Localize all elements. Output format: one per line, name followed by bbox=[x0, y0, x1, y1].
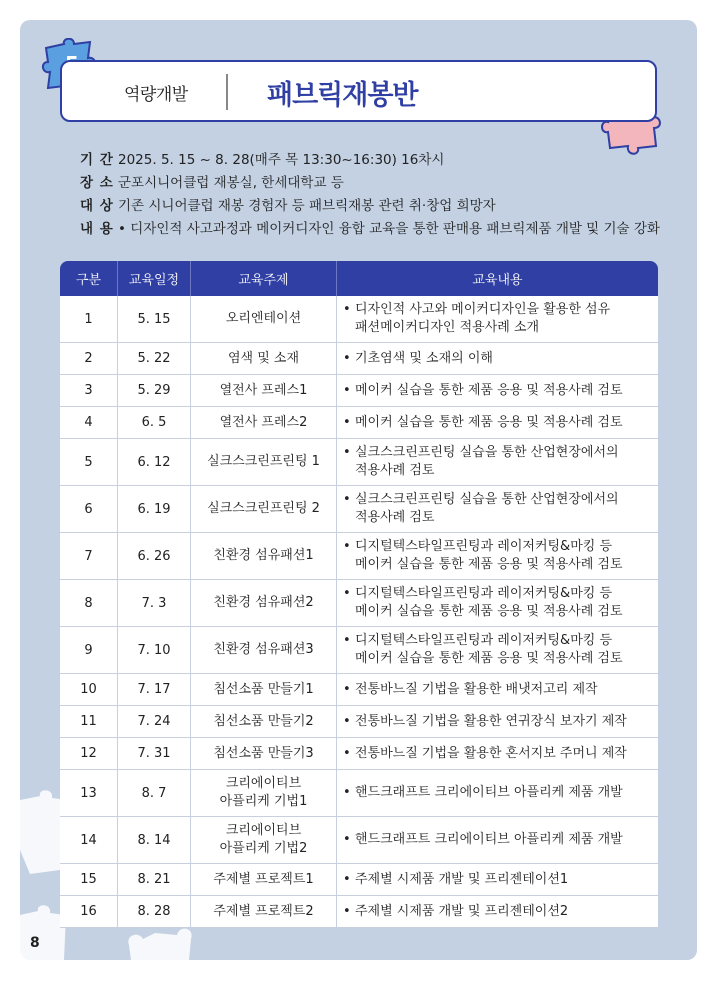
session-topic bbox=[191, 407, 337, 439]
session-content bbox=[337, 627, 658, 674]
session-number: 15 bbox=[60, 864, 118, 896]
session-number: 14 bbox=[60, 817, 118, 864]
session-topic bbox=[191, 343, 337, 375]
session-number: 12 bbox=[60, 738, 118, 770]
session-content bbox=[337, 896, 658, 928]
bullet-icon: • bbox=[343, 445, 351, 460]
content-line: 디지털텍스타일프린팅과 레이저커팅&마킹 등 bbox=[355, 586, 613, 601]
bullet-icon: • bbox=[343, 382, 351, 398]
session-number: 3 bbox=[60, 375, 118, 407]
content-line: 주제별 시제품 개발 및 프리젠테이션1 bbox=[355, 871, 569, 887]
column-header: 교육주제 bbox=[191, 261, 337, 296]
category-label: 역량개발 bbox=[124, 85, 188, 105]
bullet-icon: • bbox=[343, 903, 351, 919]
content-line: 패션메이커디자인 적용사례 소개 bbox=[355, 320, 540, 335]
content-line: 실크스크린프린팅 실습을 통한 산업현장에서의 bbox=[355, 445, 619, 460]
bullet-icon: • bbox=[343, 492, 351, 507]
info-label: 내 용 bbox=[80, 220, 114, 237]
topic-line: 침선소품 만들기2 bbox=[213, 713, 314, 729]
content-line: 메이커 실습을 통한 제품 응용 및 적용사례 검토 bbox=[355, 604, 623, 619]
session-content bbox=[337, 439, 658, 486]
topic-line: 친환경 섬유패션2 bbox=[213, 595, 314, 610]
info-row bbox=[80, 169, 660, 192]
title-box bbox=[60, 60, 657, 122]
table-row bbox=[60, 486, 658, 533]
table-row bbox=[60, 375, 658, 407]
session-number: 5 bbox=[60, 439, 118, 486]
program-info bbox=[80, 146, 660, 238]
bullet-icon: • bbox=[343, 633, 351, 648]
session-topic bbox=[191, 627, 337, 674]
info-row bbox=[80, 192, 660, 215]
session-number: 4 bbox=[60, 407, 118, 439]
session-content bbox=[337, 864, 658, 896]
info-row bbox=[80, 146, 660, 169]
content-line: 디지털텍스타일프린팅과 레이저커팅&마킹 등 bbox=[355, 633, 613, 648]
puzzle-piece-icon bbox=[125, 925, 195, 960]
column-header: 구분 bbox=[60, 261, 118, 296]
table-row bbox=[60, 706, 658, 738]
content-line: 적용사례 검토 bbox=[355, 463, 435, 478]
info-label: 기 간 bbox=[80, 151, 114, 168]
bullet-icon: • bbox=[343, 871, 351, 887]
topic-line: 침선소품 만들기3 bbox=[213, 745, 314, 761]
topic-line: 크리에이티브 bbox=[225, 823, 302, 838]
session-date: 7. 3 bbox=[118, 580, 191, 627]
session-date: 6. 12 bbox=[118, 439, 191, 486]
info-value: • 디자인적 사고과정과 메이커디자인 융합 교육을 통한 판매용 패브릭제품 개발 및 기술 강화 bbox=[118, 220, 660, 237]
divider bbox=[226, 74, 228, 110]
session-number: 16 bbox=[60, 896, 118, 928]
table-row bbox=[60, 407, 658, 439]
session-date: 7. 10 bbox=[118, 627, 191, 674]
table-row bbox=[60, 817, 658, 864]
topic-line: 오리엔테이션 bbox=[225, 311, 302, 326]
page-title: 패브릭재봉반 bbox=[267, 80, 418, 111]
session-content bbox=[337, 706, 658, 738]
session-content bbox=[337, 533, 658, 580]
session-number: 7 bbox=[60, 533, 118, 580]
bullet-icon: • bbox=[343, 350, 351, 366]
content-line: 디자인적 사고와 메이커디자인을 활용한 섬유 bbox=[355, 302, 611, 317]
topic-line: 염색 및 소재 bbox=[227, 350, 300, 366]
page-number: 8 bbox=[30, 935, 40, 951]
content-line: 메이커 실습을 통한 제품 응용 및 적용사례 검토 bbox=[355, 557, 623, 572]
info-value: 기존 시니어클럽 재봉 경험자 등 패브릭재봉 관련 취·창업 희망자 bbox=[118, 197, 496, 214]
topic-line: 아플리케 기법1 bbox=[219, 794, 308, 809]
topic-line: 크리에이티브 bbox=[225, 776, 302, 791]
topic-line: 친환경 섬유패션1 bbox=[213, 548, 314, 563]
content-line: 기초염색 및 소재의 이해 bbox=[355, 350, 493, 366]
session-date: 6. 26 bbox=[118, 533, 191, 580]
session-number: 6 bbox=[60, 486, 118, 533]
topic-line: 실크스크린프린팅 2 bbox=[207, 501, 320, 516]
content-line: 핸드크래프트 크리에이티브 아플리케 제품 개발 bbox=[355, 785, 623, 800]
topic-line: 열전사 프레스2 bbox=[219, 414, 308, 430]
session-topic bbox=[191, 864, 337, 896]
session-number: 13 bbox=[60, 770, 118, 817]
session-date: 8. 21 bbox=[118, 864, 191, 896]
content-line: 디지털텍스타일프린팅과 레이저커팅&마킹 등 bbox=[355, 539, 613, 554]
bullet-icon: • bbox=[343, 785, 351, 800]
content-line: 핸드크래프트 크리에이티브 아플리케 제품 개발 bbox=[355, 832, 623, 847]
bullet-icon: • bbox=[343, 745, 351, 761]
session-content bbox=[337, 674, 658, 706]
session-topic bbox=[191, 375, 337, 407]
bullet-icon: • bbox=[343, 539, 351, 554]
session-date: 5. 15 bbox=[118, 296, 191, 343]
table-row bbox=[60, 439, 658, 486]
session-topic bbox=[191, 296, 337, 343]
session-date: 8. 7 bbox=[118, 770, 191, 817]
content-line: 적용사례 검토 bbox=[355, 510, 435, 525]
content-line: 주제별 시제품 개발 및 프리젠테이션2 bbox=[355, 903, 569, 919]
info-value: 군포시니어클럽 재봉실, 한세대학교 등 bbox=[118, 174, 344, 191]
session-content bbox=[337, 343, 658, 375]
topic-line: 실크스크린프린팅 1 bbox=[207, 454, 320, 469]
session-content bbox=[337, 486, 658, 533]
session-content bbox=[337, 738, 658, 770]
session-topic bbox=[191, 486, 337, 533]
session-number: 2 bbox=[60, 343, 118, 375]
content-line: 전통바느질 기법을 활용한 배냇저고리 제작 bbox=[355, 681, 598, 697]
bullet-icon: • bbox=[343, 832, 351, 847]
table-row bbox=[60, 296, 658, 343]
topic-line: 주제별 프로젝트2 bbox=[213, 903, 314, 919]
session-content bbox=[337, 770, 658, 817]
topic-line: 침선소품 만들기1 bbox=[213, 681, 314, 697]
session-content bbox=[337, 296, 658, 343]
session-content bbox=[337, 375, 658, 407]
session-content bbox=[337, 407, 658, 439]
bullet-icon: • bbox=[343, 414, 351, 430]
session-number: 8 bbox=[60, 580, 118, 627]
table-row bbox=[60, 896, 658, 928]
session-number: 11 bbox=[60, 706, 118, 738]
session-topic bbox=[191, 674, 337, 706]
content-line: 전통바느질 기법을 활용한 혼서지보 주머니 제작 bbox=[355, 745, 627, 761]
info-value: 2025. 5. 15 ~ 8. 28(매주 목 13:30~16:30) 16차시 bbox=[118, 151, 445, 168]
table-row bbox=[60, 738, 658, 770]
schedule-table bbox=[60, 261, 658, 928]
session-number: 10 bbox=[60, 674, 118, 706]
session-date: 8. 28 bbox=[118, 896, 191, 928]
session-number: 9 bbox=[60, 627, 118, 674]
content-line: 메이커 실습을 통한 제품 응용 및 적용사례 검토 bbox=[355, 414, 623, 430]
session-number: 1 bbox=[60, 296, 118, 343]
session-date: 7. 17 bbox=[118, 674, 191, 706]
table-row bbox=[60, 343, 658, 375]
session-topic bbox=[191, 896, 337, 928]
bullet-icon: • bbox=[343, 713, 351, 729]
table-header-row bbox=[60, 261, 658, 296]
table-row bbox=[60, 864, 658, 896]
content-line: 메이커 실습을 통한 제품 응용 및 적용사례 검토 bbox=[355, 382, 623, 398]
bullet-icon: • bbox=[343, 586, 351, 601]
topic-line: 아플리케 기법2 bbox=[219, 841, 308, 856]
session-topic bbox=[191, 817, 337, 864]
column-header: 교육일정 bbox=[118, 261, 191, 296]
session-topic bbox=[191, 580, 337, 627]
session-date: 6. 5 bbox=[118, 407, 191, 439]
session-topic bbox=[191, 439, 337, 486]
topic-line: 주제별 프로젝트1 bbox=[213, 871, 314, 887]
info-row bbox=[80, 215, 660, 238]
session-date: 8. 14 bbox=[118, 817, 191, 864]
session-date: 6. 19 bbox=[118, 486, 191, 533]
content-line: 실크스크린프린팅 실습을 통한 산업현장에서의 bbox=[355, 492, 619, 507]
session-topic bbox=[191, 770, 337, 817]
table-row bbox=[60, 770, 658, 817]
content-line: 메이커 실습을 통한 제품 응용 및 적용사례 검토 bbox=[355, 651, 623, 666]
session-date: 5. 22 bbox=[118, 343, 191, 375]
session-topic bbox=[191, 533, 337, 580]
content-line: 전통바느질 기법을 활용한 연귀장식 보자기 제작 bbox=[355, 713, 627, 729]
session-date: 7. 31 bbox=[118, 738, 191, 770]
table-row bbox=[60, 627, 658, 674]
session-content bbox=[337, 817, 658, 864]
session-date: 5. 29 bbox=[118, 375, 191, 407]
bullet-icon: • bbox=[343, 302, 351, 317]
session-content bbox=[337, 580, 658, 627]
column-header: 교육내용 bbox=[337, 261, 658, 296]
topic-line: 열전사 프레스1 bbox=[219, 382, 308, 398]
table-row bbox=[60, 580, 658, 627]
session-topic bbox=[191, 738, 337, 770]
session-date: 7. 24 bbox=[118, 706, 191, 738]
info-label: 대 상 bbox=[80, 197, 114, 214]
table-row bbox=[60, 674, 658, 706]
table-row bbox=[60, 533, 658, 580]
session-topic bbox=[191, 706, 337, 738]
topic-line: 친환경 섬유패션3 bbox=[213, 642, 314, 657]
info-label: 장 소 bbox=[80, 174, 114, 191]
bullet-icon: • bbox=[343, 681, 351, 697]
